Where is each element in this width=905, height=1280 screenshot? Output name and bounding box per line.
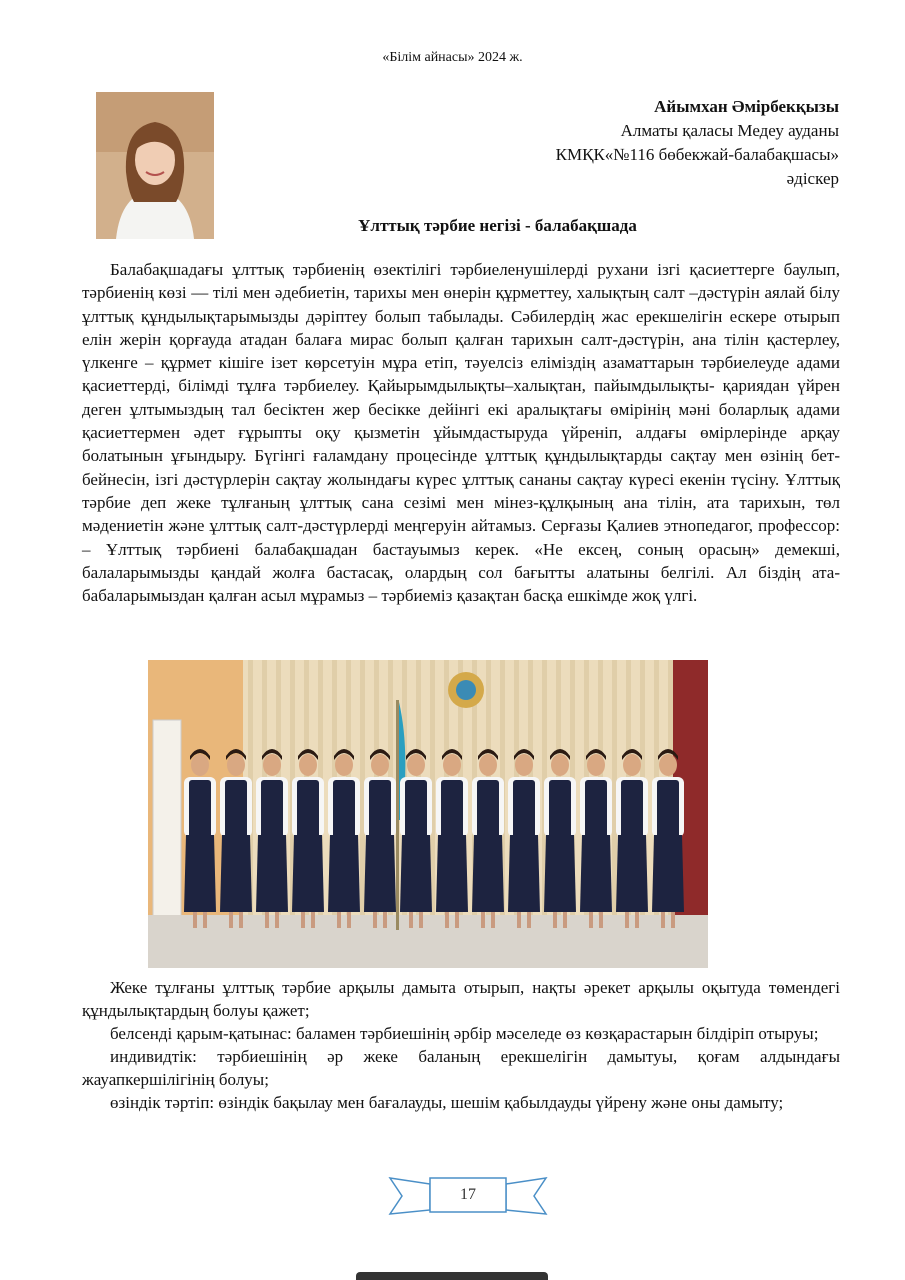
journal-header: «Білім айнасы» 2024 ж. [382,50,523,65]
author-position: әдіскер [786,169,839,188]
group-photo [148,660,708,968]
values-list [82,976,840,1114]
list-item: индивидтік: тәрбиешінің әр жеке баланың ерекшелігін дамытуы, қоғам алдындағы жауапкершілігінің болуы; [82,1047,840,1089]
scroll-handle[interactable] [356,1272,548,1280]
author-block [556,95,839,191]
article-paragraph: Балабақшадағы ұлттық тәрбиенің өзектілігі тәрбиеленушілерді рухани ізгі қасиеттерге баулып, тәрбиенің көзі — тілі мен әдебиетін, тарихы мен өнерін құрметтеу, халықтың салт –дәстүрін аялай білу ұлттық құндылықтарымызды дәріптеу болып табылады. Сәбилердің жас ерекшелігін ескере отырып елін жерін қорғауда атадан балаға мирас болып қалған тарихын салт-дәстүрін, ана тілін қастерлеу, үлкенге – құрмет кішіге ізет көрсетуін мұра етіп, тәуелсіз еліміздің азаматтарын тәрбиелеуде адами қасиеттерді, білімді тұлға тәрбиелеу. Қайырымдылықты–халықтан, пайымдылықты- қариядан үйрен деген ұлтымыздың тал бесіктен жер бесікке дейінгі екі аралықтағы өмірінің мәні боларлық адами қасиеттермен әдет ғұрыпты оқу қызметін ұйымдастыруда үйреніп, алдағы өмірлерінде арқау болатынын ұғындыру. Бүгінгі ғаламдану процесінде ұлттық құндылықтарды сақтау мен өзінің бет-бейнесін, ізгі дәстүрлерін сақтау жолындағы күрес ұлттық сананы сақтау күресі екенін түсіну. Ұлттық тәрбие деп жеке тұлғаның ұлттық сана сезімі мен мінез-құлқының ана тілін, ата тарихын, төл мәдениетін және ұлттық салт-дәстүрлерді меңгеруін айтамыз. Серғазы Қалиев этнопедагог, профессор: – Ұлттық тәрбиені балабақшадан бастауымыз керек. «Не ексең, соның орасың» демекші, балаларымызды қандай жолға бастасақ, олардың сол бағытты алатыны белгілі. Ал біздің ата-бабаларымыздан қалған асыл мұрамыз – тәрбиеміз қазақтан басқа ешкімде жоқ үлгі. [82,260,840,606]
list-intro: Жеке тұлғаны ұлттық тәрбие арқылы дамыта отырып, нақты әрекет арқылы оқытуда төмендегі құндылықтардың болуы қажет; [82,978,840,1020]
author-organization: КМҚК«№116 бөбекжай-балабақшасы» [555,145,839,164]
page-number: 17 [460,1186,476,1203]
author-city: Алматы қаласы Медеу ауданы [620,121,839,140]
list-item: өзіндік тәртіп: өзіндік бақылау мен бағалауды, шешім қабылдауды үйрену және оны дамыту; [110,1093,784,1112]
author-name: Айымхан Әмірбекқызы [654,97,839,116]
page-number-ribbon [388,1172,548,1218]
list-item: белсенді қарым-қатынас: баламен тәрбиешінің әрбір мәселеде өз көзқарастарын білдіріп отыруы; [110,1024,819,1043]
article-title: Ұлттық тәрбие негізі - балабақшада [358,216,637,235]
